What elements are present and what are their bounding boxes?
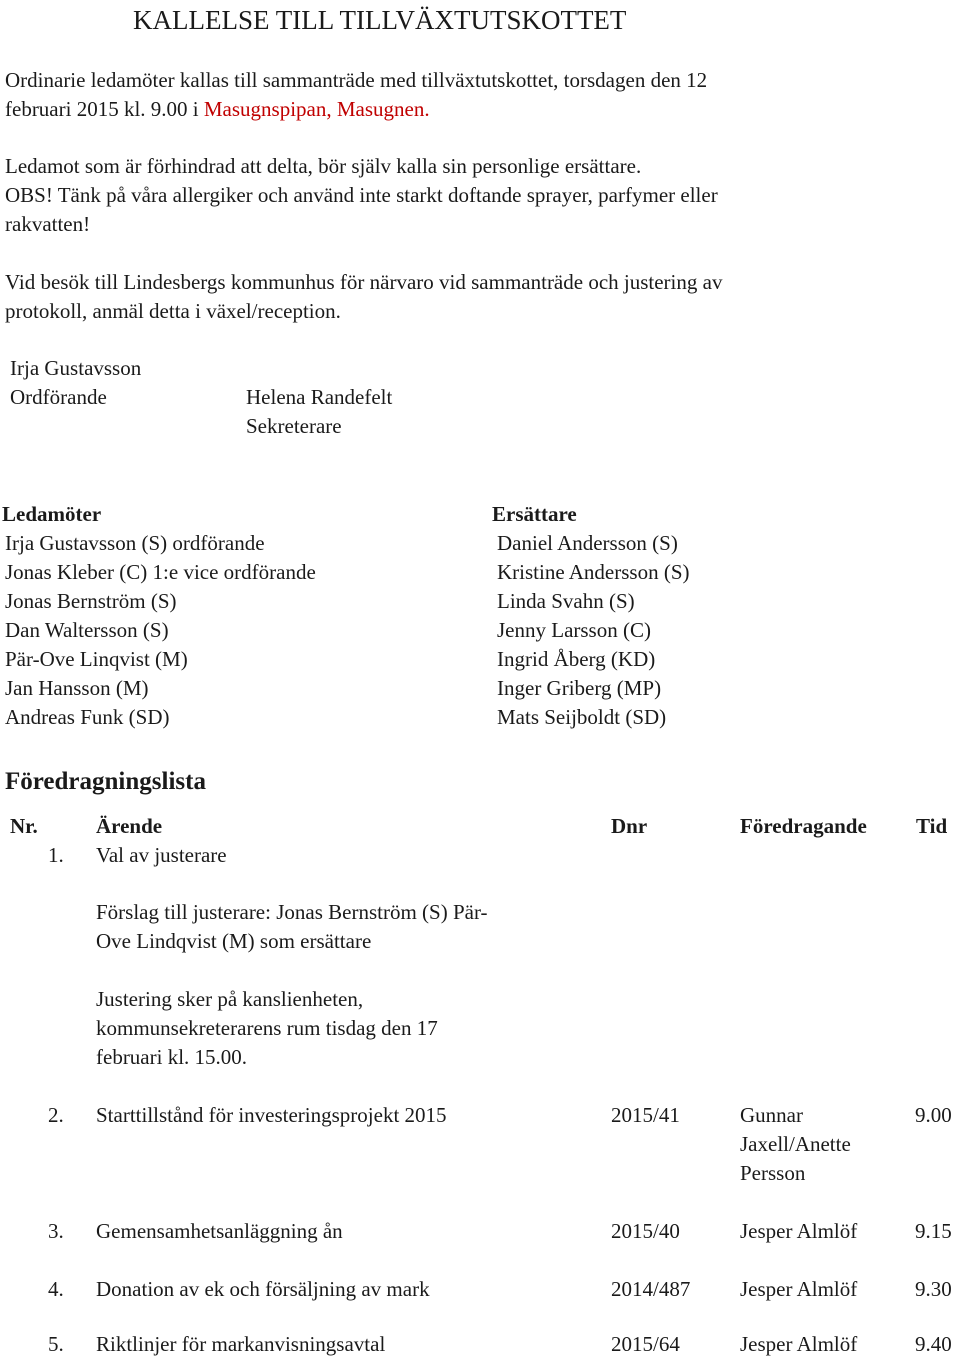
- agenda-item-presenter: Jaxell/Anette: [740, 1132, 851, 1156]
- secretary-role: Sekreterare: [246, 414, 342, 438]
- agenda-item-nr: 5.: [48, 1332, 64, 1356]
- visit-line-1: Vid besök till Lindesbergs kommunhus för närvaro vid sammanträde och justering av: [5, 270, 723, 294]
- agenda-item-presenter: Gunnar: [740, 1103, 803, 1127]
- agenda-item-presenter: Jesper Almlöf: [740, 1332, 858, 1356]
- agenda-item-detail: Ove Lindqvist (M) som ersättare: [96, 929, 372, 953]
- substitute-item: Daniel Andersson (S): [497, 531, 678, 555]
- intro-line-1: Ordinarie ledamöter kallas till sammanträde med tillväxtutskottet, torsdagen den 12: [5, 68, 708, 92]
- col-header-dnr: Dnr: [611, 814, 648, 838]
- notice-line-1: Ledamot som är förhindrad att delta, bör själv kalla sin personlige ersättare.: [5, 154, 642, 178]
- agenda-item-title: Donation av ek och försäljning av mark: [96, 1277, 430, 1301]
- document-title: KALLELSE TILL TILLVÄXTUTSKOTTET: [133, 5, 627, 35]
- agenda-item-title: Riktlinjer för markanvisningsavtal: [96, 1332, 386, 1356]
- agenda-item-nr: 4.: [48, 1277, 64, 1301]
- substitute-item: Mats Seijboldt (SD): [497, 705, 667, 729]
- intro-line-2: [5, 95, 430, 124]
- agenda-item-detail: Justering sker på kanslienheten,: [96, 987, 364, 1011]
- member-item: Dan Waltersson (S): [5, 618, 169, 642]
- agenda-item-dnr: 2015/41: [611, 1103, 680, 1127]
- substitute-item: Linda Svahn (S): [497, 589, 635, 613]
- agenda-item-nr: 2.: [48, 1103, 64, 1127]
- agenda-item-time: 9.15: [915, 1219, 952, 1243]
- member-item: Pär-Ove Linqvist (M): [5, 647, 188, 671]
- member-item: Andreas Funk (SD): [5, 705, 170, 729]
- col-header-nr: Nr.: [10, 814, 38, 838]
- agenda-item-dnr: 2015/40: [611, 1219, 680, 1243]
- secretary-name: Helena Randefelt: [246, 385, 393, 409]
- col-header-tid: Tid: [916, 814, 948, 838]
- agenda-item-nr: 3.: [48, 1219, 64, 1243]
- member-item: Jonas Bernström (S): [5, 589, 177, 613]
- agenda-item-dnr: 2014/487: [611, 1277, 691, 1301]
- member-item: Jan Hansson (M): [5, 676, 149, 700]
- col-header-arende: Ärende: [96, 814, 163, 838]
- substitutes-heading: Ersättare: [492, 502, 577, 526]
- notice-line-2: OBS! Tänk på våra allergiker och använd inte starkt doftande sprayer, parfymer eller: [5, 183, 718, 207]
- substitute-item: Ingrid Åberg (KD): [497, 647, 656, 671]
- agenda-item-presenter: Persson: [740, 1161, 806, 1185]
- notice-line-3: rakvatten!: [5, 212, 91, 236]
- substitute-item: Inger Griberg (MP): [497, 676, 662, 700]
- meeting-location: Masugnspipan, Masugnen.: [203, 97, 430, 121]
- agenda-heading: Föredragningslista: [5, 768, 206, 795]
- member-item: Jonas Kleber (C) 1:e vice ordförande: [5, 560, 316, 584]
- agenda-item-title: Gemensamhetsanläggning ån: [96, 1219, 343, 1243]
- agenda-item-time: 9.30: [915, 1277, 952, 1301]
- agenda-item-presenter: Jesper Almlöf: [740, 1277, 858, 1301]
- chair-role: Ordförande: [10, 385, 107, 409]
- chair-name: Irja Gustavsson: [10, 356, 142, 380]
- agenda-item-time: 9.00: [915, 1103, 952, 1127]
- agenda-item-detail: kommunsekreterarens rum tisdag den 17: [96, 1016, 438, 1040]
- agenda-item-time: 9.40: [915, 1332, 952, 1356]
- agenda-item-nr: 1.: [48, 843, 64, 867]
- visit-line-2: protokoll, anmäl detta i växel/reception.: [5, 299, 341, 323]
- agenda-item-dnr: 2015/64: [611, 1332, 680, 1356]
- agenda-item-detail: februari kl. 15.00.: [96, 1045, 248, 1069]
- agenda-item-title: Val av justerare: [96, 843, 227, 867]
- col-header-foredragande: Föredragande: [740, 814, 867, 838]
- members-heading: Ledamöter: [2, 502, 102, 526]
- substitute-item: Kristine Andersson (S): [497, 560, 690, 584]
- agenda-item-presenter: Jesper Almlöf: [740, 1219, 858, 1243]
- intro-date: februari 2015 kl. 9.00 i: [5, 97, 204, 121]
- agenda-item-detail: Förslag till justerare: Jonas Bernström (S) Pär-: [96, 900, 488, 924]
- substitute-item: Jenny Larsson (C): [497, 618, 651, 642]
- agenda-item-title: Starttillstånd för investeringsprojekt 2015: [96, 1103, 447, 1127]
- member-item: Irja Gustavsson (S) ordförande: [5, 531, 265, 555]
